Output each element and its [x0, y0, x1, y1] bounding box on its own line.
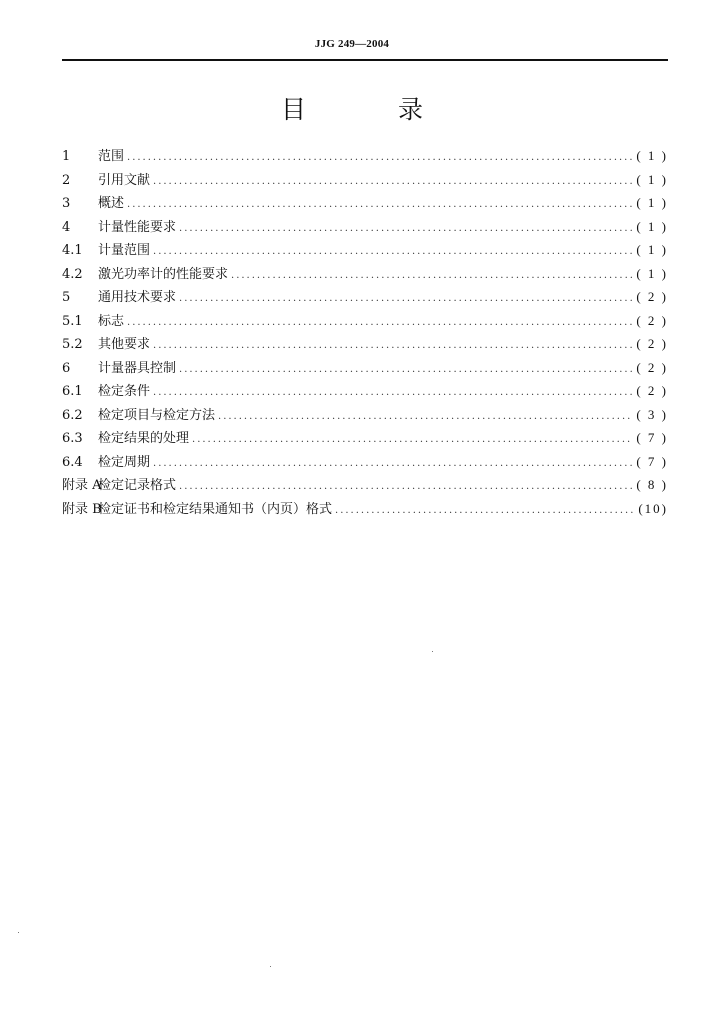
toc-leader-dots: [127, 317, 633, 328]
toc-entry-number: 附录 B: [62, 501, 102, 517]
toc-entry-number: 5.2: [62, 337, 83, 352]
toc-entry-number: 3: [62, 196, 71, 211]
toc-entry-number: 5: [62, 290, 71, 305]
document-code-header: JJG 249—2004: [314, 38, 390, 50]
toc-entry-label: 引用文献: [98, 172, 151, 188]
toc-entry-5[interactable]: [62, 286, 668, 310]
toc-entry-number: 6.4: [62, 454, 83, 470]
toc-entry-number: 6: [62, 360, 71, 376]
toc-entry-page: ( 3 ): [636, 406, 668, 422]
toc-entry-2[interactable]: [62, 169, 668, 193]
toc-entry-number: 6.2: [62, 407, 83, 423]
toc-entry-label: 计量器具控制: [98, 360, 177, 376]
toc-entry-label: 检定项目与检定方法: [98, 407, 216, 423]
toc-entry-page: ( 2 ): [636, 312, 668, 328]
toc-entry-label: 检定结果的处理: [98, 431, 190, 446]
toc-leader-dots: [179, 364, 633, 375]
toc-entry-label: 检定记录格式: [98, 478, 177, 493]
scan-speck: [18, 932, 19, 933]
toc-entry-page: ( 8 ): [636, 477, 668, 492]
toc-leader-dots: [218, 411, 633, 422]
toc-entry-label: 计量范围: [98, 243, 151, 258]
toc-entry-label: 检定条件: [98, 384, 151, 399]
toc-entry-number: 5.1: [62, 313, 83, 329]
toc-entry-page: ( 1 ): [636, 195, 668, 210]
toc-entry-3[interactable]: [62, 192, 668, 216]
toc-leader-dots: [335, 505, 635, 516]
page-title: 目 录: [281, 95, 465, 124]
toc-leader-dots: [153, 458, 633, 469]
scan-speck: [432, 651, 433, 652]
scan-speck: [270, 966, 271, 967]
toc-leader-dots: [153, 387, 633, 398]
toc-entry-6-4[interactable]: [62, 451, 668, 475]
toc-entry-page: ( 1 ): [636, 148, 668, 163]
toc-entry-number: 附录 A: [62, 478, 102, 493]
toc-entry-label: 检定周期: [98, 454, 151, 470]
toc-entry-appendix-b[interactable]: [62, 498, 668, 522]
toc-entry-page: ( 1 ): [636, 171, 668, 187]
toc-entry-1[interactable]: [62, 145, 668, 169]
toc-leader-dots: [153, 340, 633, 351]
toc-leader-dots: [127, 152, 633, 163]
toc-entry-6-1[interactable]: [62, 380, 668, 404]
toc-entry-number: 4.2: [62, 266, 83, 282]
toc-entry-page: ( 1 ): [636, 265, 668, 281]
toc-leader-dots: [179, 293, 633, 304]
toc-entry-label: 标志: [98, 313, 125, 329]
toc-entry-page: ( 7 ): [636, 453, 668, 469]
toc-entry-label: 概述: [98, 196, 125, 211]
toc-entry-label: 通用技术要求: [98, 290, 177, 305]
toc-entry-label: 其他要求: [98, 337, 151, 352]
toc-entry-page: ( 1 ): [636, 218, 668, 234]
toc-entry-number: 6.3: [62, 431, 83, 446]
toc-entry-page: ( 7 ): [636, 430, 668, 445]
toc-entry-label: 范围: [98, 149, 125, 164]
toc-entry-6[interactable]: [62, 357, 668, 381]
toc-entry-number: 1: [62, 149, 71, 164]
toc-entry-label: 激光功率计的性能要求: [98, 266, 229, 282]
toc-entry-number: 2: [62, 172, 71, 188]
toc-entry-5-2[interactable]: [62, 333, 668, 357]
toc-leader-dots: [127, 199, 633, 210]
toc-entry-6-2[interactable]: [62, 404, 668, 428]
toc-leader-dots: [179, 223, 633, 234]
header-rule: [62, 59, 668, 61]
toc-entry-page: ( 2 ): [636, 289, 668, 304]
toc-leader-dots: [153, 246, 633, 257]
table-of-contents: [62, 145, 668, 521]
toc-entry-page: ( 2 ): [636, 359, 668, 375]
toc-entry-4-2[interactable]: [62, 263, 668, 287]
toc-entry-page: ( 1 ): [636, 242, 668, 257]
toc-leader-dots: [179, 481, 633, 492]
toc-entry-page: (10): [638, 500, 668, 516]
toc-leader-dots: [231, 270, 633, 281]
toc-entry-label: 检定证书和检定结果通知书（内页）格式: [98, 501, 333, 517]
toc-leader-dots: [153, 176, 633, 187]
toc-entry-label: 计量性能要求: [98, 219, 177, 235]
toc-entry-4[interactable]: [62, 216, 668, 240]
toc-entry-page: ( 2 ): [636, 336, 668, 351]
toc-entry-number: 6.1: [62, 384, 83, 399]
toc-entry-5-1[interactable]: [62, 310, 668, 334]
toc-entry-number: 4.1: [62, 243, 83, 258]
toc-entry-number: 4: [62, 219, 71, 235]
toc-entry-4-1[interactable]: [62, 239, 668, 263]
toc-entry-page: ( 2 ): [636, 383, 668, 398]
toc-leader-dots: [192, 434, 633, 445]
toc-entry-appendix-a[interactable]: [62, 474, 668, 498]
toc-entry-6-3[interactable]: [62, 427, 668, 451]
